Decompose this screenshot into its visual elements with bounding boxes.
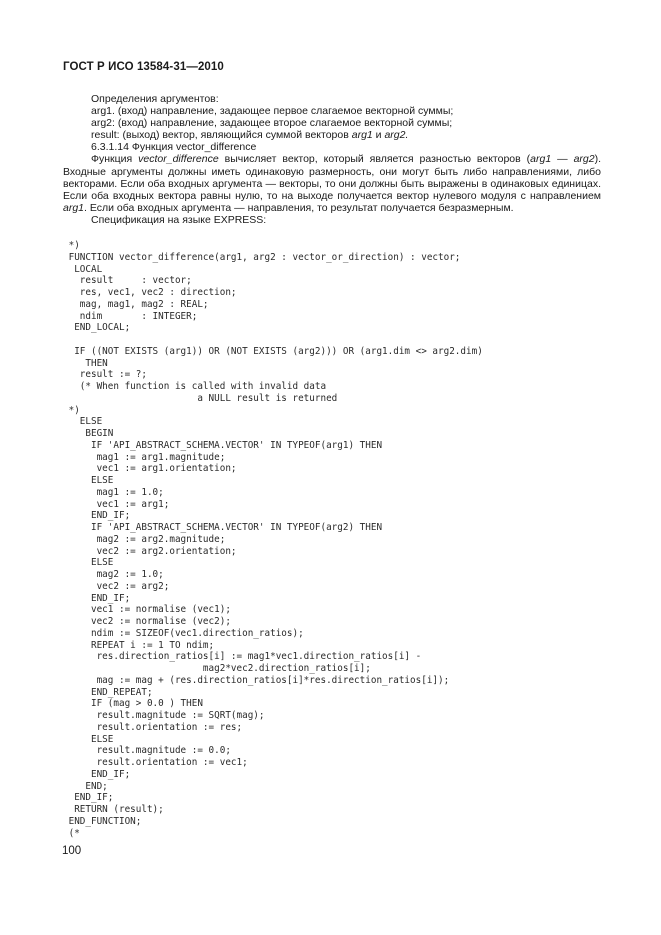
code-line xyxy=(63,334,483,346)
code-line: IF (mag > 0.0 ) THEN xyxy=(63,698,203,710)
desc-part-5: . Если оба входных аргумента — направления, то результат получается безразмерным. xyxy=(84,201,514,214)
document-header: ГОСТ Р ИСО 13584-31—2010 xyxy=(63,61,224,73)
code-line: IF ((NOT EXISTS (arg1)) OR (NOT EXISTS (arg2))) OR (arg1.dim <> arg2.dim) xyxy=(63,345,483,357)
code-line: mag, mag1, mag2 : REAL; xyxy=(63,298,209,310)
code-line: *) xyxy=(63,404,80,416)
code-line: IF 'API_ABSTRACT_SCHEMA.VECTOR' IN TYPEOF(arg1) THEN xyxy=(63,439,383,451)
result-arg2: arg2. xyxy=(384,129,409,142)
code-line: END; xyxy=(63,780,108,792)
code-line: res, vec1, vec2 : direction; xyxy=(63,287,237,298)
code-line: END_IF; xyxy=(63,592,131,604)
code-line: LOCAL xyxy=(63,263,103,275)
arg2-definition: arg2: (вход) направление, задающее второе слагаемое векторной суммы; xyxy=(91,117,453,130)
code-line: result : vector; xyxy=(63,275,192,287)
desc-part-1: Функция xyxy=(91,153,139,166)
function-description xyxy=(63,153,601,213)
code-line: mag2*vec2.direction_ratios[i]; xyxy=(63,663,371,674)
result-text: result: (выход) вектор, являющийся суммой векторов xyxy=(91,129,352,142)
code-line: *) xyxy=(63,240,80,251)
desc-arg2: arg2 xyxy=(573,153,595,166)
code-line: result.orientation := vec1; xyxy=(63,757,248,768)
result-arg1: arg1 xyxy=(351,129,373,142)
code-line: vec2 := arg2; xyxy=(63,580,170,592)
code-line: END_IF; xyxy=(63,510,131,522)
code-line: a NULL result is returned xyxy=(63,392,338,404)
code-line: result := ?; xyxy=(63,369,147,381)
code-line: mag1 := 1.0; xyxy=(63,486,164,498)
code-line: result.magnitude := 0.0; xyxy=(63,745,231,757)
code-line: RETURN (result); xyxy=(63,804,164,815)
code-line: IF 'API_ABSTRACT_SCHEMA.VECTOR' IN TYPEOF(arg2) THEN xyxy=(63,522,383,533)
result-and: и xyxy=(372,129,385,142)
code-line: END_IF; xyxy=(63,792,114,804)
code-line: FUNCTION vector_difference(arg1, arg2 : vector_or_direction) : vector; xyxy=(63,251,461,263)
definitions-title: Определения аргументов: xyxy=(91,93,219,105)
code-line: ndim : INTEGER; xyxy=(63,310,198,322)
desc-part-3: — xyxy=(551,153,574,166)
code-line: ELSE xyxy=(63,475,114,486)
code-line: ELSE xyxy=(63,733,114,745)
code-line: vec2 := arg2.orientation; xyxy=(63,545,237,557)
code-line: vec2 := normalise (vec2); xyxy=(63,616,231,627)
code-line: mag2 := 1.0; xyxy=(63,569,164,580)
desc-part-4: ). Входные аргументы должны иметь одинаковую размерность, они могут быть либо направлениями, либо векторами. Если оба входных аргумента — векторы, то они должны быть выражены в одинаковых единицах. Если оба входных вектора равны нулю, то на выходе получается вектор нулевого модуля с направлением xyxy=(63,153,601,202)
code-line: result.magnitude := SQRT(mag); xyxy=(63,710,265,721)
code-line: ELSE xyxy=(63,416,103,428)
code-line: END_FUNCTION; xyxy=(63,815,142,827)
spec-label: Спецификация на языке EXPRESS: xyxy=(91,213,267,226)
code-line: THEN xyxy=(63,357,108,369)
code-line: (* When function is called with invalid data xyxy=(63,381,327,392)
desc-function-name: vector_difference xyxy=(138,153,219,166)
code-line: result.orientation := res; xyxy=(63,721,243,733)
code-line: mag2 := arg2.magnitude; xyxy=(63,533,226,545)
code-line: REPEAT i := 1 TO ndim; xyxy=(63,639,215,651)
desc-arg1-b: arg1 xyxy=(63,201,85,214)
desc-part-2: вычисляет вектор, который является разностью векторов ( xyxy=(218,153,531,166)
code-line: END_IF; xyxy=(63,768,131,780)
arg1-definition: arg1. (вход) направление, задающее первое слагаемое векторной суммы; xyxy=(91,105,454,118)
code-line: END_REPEAT; xyxy=(63,686,153,698)
code-line: BEGIN xyxy=(63,428,114,439)
desc-arg1: arg1 xyxy=(530,153,552,166)
code-line: vec1 := normalise (vec1); xyxy=(63,604,231,616)
page-number: 100 xyxy=(62,845,82,857)
code-line: END_LOCAL; xyxy=(63,322,131,334)
code-line: mag1 := arg1.magnitude; xyxy=(63,451,226,463)
code-line: res.direction_ratios[i] := mag1*vec1.direction_ratios[i] - xyxy=(63,651,422,663)
section-heading: 6.3.1.14 Функция vector_difference xyxy=(91,141,257,154)
code-line: mag := mag + (res.direction_ratios[i]*res.direction_ratios[i]); xyxy=(63,674,450,686)
result-definition xyxy=(63,129,601,141)
express-code-block xyxy=(63,240,483,839)
code-line: vec1 := arg1; xyxy=(63,498,170,510)
code-line: ELSE xyxy=(63,557,114,569)
body-text xyxy=(63,93,601,226)
code-line: ndim := SIZEOF(vec1.direction_ratios); xyxy=(63,627,304,639)
code-line: vec1 := arg1.orientation; xyxy=(63,463,237,475)
code-line: (* xyxy=(63,827,80,839)
